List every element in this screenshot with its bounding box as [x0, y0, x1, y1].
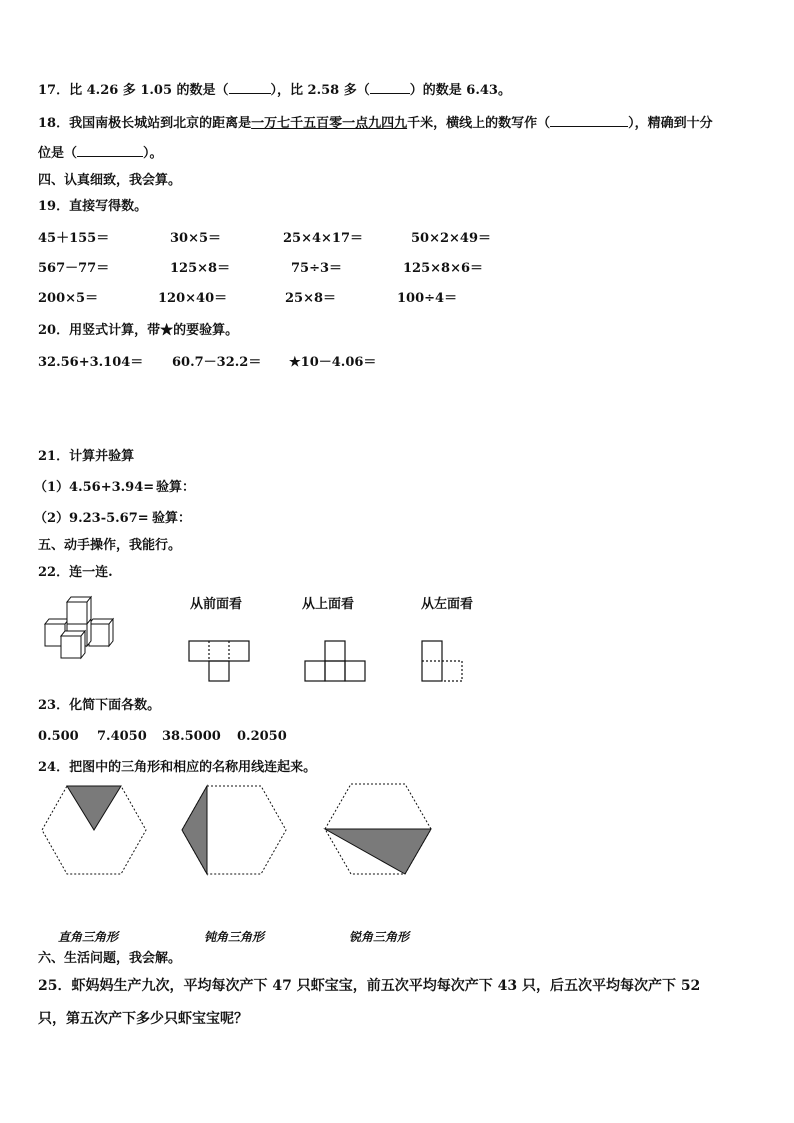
q24-name-acute-triangle: 锐角三角形	[349, 930, 410, 944]
view-shape-a[interactable]	[188, 640, 250, 682]
q19-r1-c2: 30×5＝	[170, 231, 222, 246]
q19-r1-c1: 45＋155＝	[38, 231, 110, 246]
q19-r1-c4: 50×2×49＝	[411, 231, 492, 246]
hexagon-figure-1	[40, 784, 148, 876]
question-17	[38, 84, 511, 97]
view-label-front: 从前面看	[190, 597, 243, 612]
q18-blank-1[interactable]	[550, 126, 628, 127]
q18-text-e: ）。	[143, 146, 163, 161]
q17-text-b: ），比 2.58 多（	[270, 83, 370, 98]
question-18-line2	[38, 147, 163, 160]
q23-title: 23．化简下面各数。	[38, 698, 161, 713]
q24-title: 24．把图中的三角形和相应的名称用线连起来。	[38, 760, 317, 775]
q19-r1-c3: 25×4×17＝	[283, 231, 364, 246]
q23-number-2: 7.4050	[97, 729, 147, 744]
q18-blank-2[interactable]	[77, 156, 143, 157]
q17-text-c: ）的数是 6.43。	[409, 83, 511, 98]
q25-line-1: 25．虾妈妈生产九次，平均每次产下 47 只虾宝宝，前五次平均每次产下 43 只，后五次平均每次产下 52	[38, 978, 701, 994]
q18-text-b: 千米，横线上的数写作（	[407, 116, 551, 131]
q24-name-obtuse-triangle: 钝角三角形	[204, 930, 265, 944]
q20-item-3: ★10－4.06＝	[289, 355, 377, 370]
q18-text-a: 18．我国南极长城站到北京的距离是	[38, 116, 252, 131]
q23-number-3: 38.5000	[162, 729, 221, 744]
q19-r2-c3: 75÷3＝	[291, 261, 343, 276]
q21-item-1-expr: （1）4.56+3.94=	[34, 480, 155, 495]
q21-title: 21．计算并验算	[38, 449, 135, 464]
section-6-heading: 六、生活问题，我会解。	[38, 951, 182, 966]
q23-number-1: 0.500	[38, 729, 79, 744]
q22-title: 22．连一连.	[38, 565, 113, 580]
section-5-heading: 五、动手操作，我能行。	[38, 538, 182, 553]
view-label-top: 从上面看	[302, 597, 355, 612]
view-shape-b[interactable]	[304, 640, 366, 682]
q19-r3-c2: 120×40＝	[158, 291, 228, 306]
q18-text-c: ），精确到十分	[628, 116, 713, 131]
q25-line-2: 只，第五次产下多少只虾宝宝呢？	[38, 1011, 248, 1027]
q20-title: 20．用竖式计算，带★的要验算。	[38, 323, 239, 338]
q19-r3-c1: 200×5＝	[38, 291, 99, 306]
q17-text-a: 17．比 4.26 多 1.05 的数是（	[38, 83, 229, 98]
question-18	[38, 117, 713, 130]
q19-r3-c4: 100÷4＝	[397, 291, 458, 306]
q21-item-2-check: 验算：	[152, 511, 192, 526]
q17-blank-1[interactable]	[229, 93, 271, 94]
q19-r2-c2: 125×8＝	[170, 261, 231, 276]
q20-item-2: 60.7－32.2＝	[172, 355, 262, 370]
hexagon-figure-2	[180, 784, 288, 876]
cube-stack-figure	[42, 594, 124, 660]
view-label-left: 从左面看	[421, 597, 474, 612]
q20-item-1: 32.56+3.104＝	[38, 355, 144, 370]
q18-text-d: 位是（	[38, 146, 78, 161]
q19-title: 19．直接写得数。	[38, 199, 148, 214]
q18-underlined-number: 一万七千五百零一点九四九	[251, 116, 408, 131]
q21-item-2-expr: （2）9.23-5.67=	[34, 511, 149, 526]
q23-number-4: 0.2050	[237, 729, 287, 744]
q19-r2-c1: 567－77＝	[38, 261, 110, 276]
q19-r3-c3: 25×8＝	[285, 291, 337, 306]
q21-item-1-check: 验算：	[156, 480, 196, 495]
view-shape-c[interactable]	[421, 640, 465, 682]
q17-blank-2[interactable]	[370, 93, 410, 94]
q19-r2-c4: 125×8×6＝	[403, 261, 484, 276]
hexagon-figure-3	[323, 782, 433, 876]
section-4-heading: 四、认真细致，我会算。	[38, 173, 182, 188]
q24-name-right-triangle: 直角三角形	[58, 930, 119, 944]
